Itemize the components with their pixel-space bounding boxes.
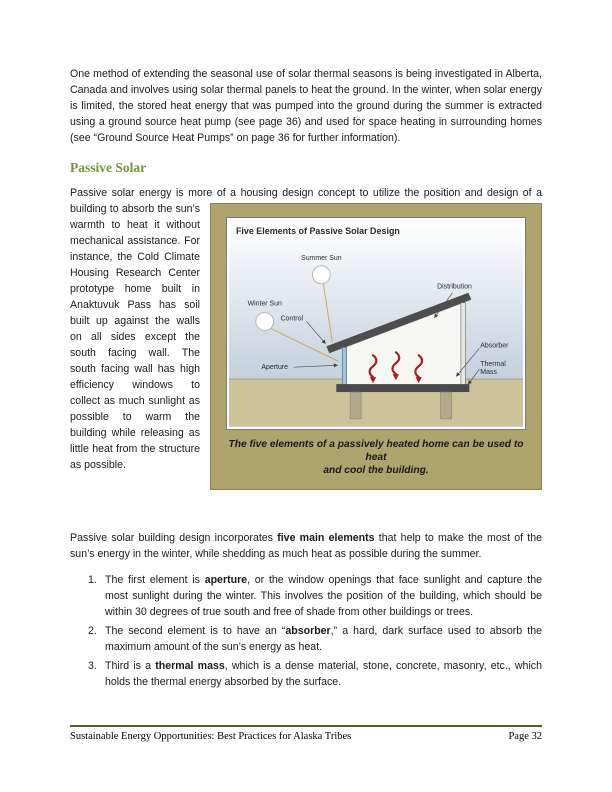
item2-bold: absorber — [285, 625, 331, 637]
diagram-title: Five Elements of Passive Solar Design — [235, 226, 400, 237]
figure-frame — [210, 203, 542, 490]
para3-bold: five main elements — [277, 532, 375, 544]
list-item-text — [105, 658, 542, 690]
item3-bold: thermal mass — [155, 660, 225, 672]
list-item-text — [105, 572, 542, 620]
para3-post: that help to make the most of the sun’s energy in the winter, while shedding as much heat as possible during the summer. — [70, 532, 543, 560]
item2-pre: The second element is to have an “ — [105, 625, 286, 637]
house-right-wall — [461, 303, 465, 385]
section-heading-passive-solar: Passive Solar — [70, 160, 147, 175]
para2-text-rest: building to absorb the sun’s warmth to heat it without mechanical assistance. For instance, the Cold Climate Housing Research Center prototype home built in Anaktuvuk Pass has soil built up against the walls on all sides except the south facing wall. The south facing wall has high efficiency windows to collect as much sunlight as possible to warm the building while releasing as little heat from the structure as possible. — [70, 203, 200, 471]
control-label: Control — [280, 315, 304, 323]
item3-pre: Third is a — [105, 660, 156, 672]
list-number: 2. — [88, 625, 97, 637]
paragraph-seasonal-storage: One method of extending the seasonal use of solar thermal seasons is being investigated in Alberta, Canada and involves using solar thermal panels to heat the ground. In the winter, when solar energy is limited, the stored heat energy that was pumped into the ground during the summer is extracted using a ground source heat pump (see page 36) and used for space heating in surrounding homes (see “Ground Source Heat Pumps” on page 36 for further information). — [70, 68, 542, 144]
item1-post: , or the window openings that face sunlight and capture the most sunlight during the winter. This involves the position of the building, which should be within 30 degrees of true south and free of shade from other buildings or trees. — [105, 574, 542, 618]
item1-bold: aperture — [204, 574, 248, 586]
winter-sun-label: Winter Sun — [247, 300, 282, 308]
winter-sun-icon — [256, 313, 274, 331]
figure-caption — [226, 438, 526, 477]
list-number: 1. — [88, 574, 97, 586]
paragraph-passive-solar — [70, 185, 542, 476]
paragraph-five-elements — [70, 530, 542, 562]
foundation-pier-left — [350, 392, 361, 419]
item1-pre: The first element is — [105, 574, 205, 586]
item3-post: , which is a dense material, stone, concrete, masonry, etc., which holds the thermal energy absorbed by the surface. — [105, 660, 542, 688]
item2-post: ,” a hard, dark surface used to absorb the maximum amount of the sun’s energy as heat. — [105, 625, 542, 653]
figure-caption-line1: The five elements of a passively heated home can be used to heat — [228, 439, 524, 463]
absorber-label: Absorber — [480, 342, 509, 350]
five-elements-diagram — [227, 218, 525, 429]
page-footer — [70, 725, 542, 742]
summer-sun-icon — [312, 266, 330, 284]
para2-text-start: Passive solar energy is more of a housing design concept to utilize the position and design of a — [70, 187, 542, 199]
foundation-pier-right — [441, 392, 452, 419]
thermal-mass-label-line2: Mass — [480, 369, 497, 377]
house-floor-slab — [336, 384, 469, 392]
list-item-absorber — [88, 623, 542, 655]
thermal-mass-label-line1: Thermal — [480, 361, 506, 369]
list-item-text — [105, 623, 542, 655]
aperture-label: Aperture — [261, 364, 288, 372]
footer-document-title: Sustainable Energy Opportunities: Best Practices for Alaska Tribes — [70, 731, 352, 742]
summer-sun-label: Summer Sun — [301, 254, 342, 262]
elements-list — [88, 572, 542, 690]
list-number: 3. — [88, 660, 97, 672]
footer-page-number: Page 32 — [508, 731, 542, 742]
passive-solar-diagram — [226, 217, 526, 430]
house-window-wall — [342, 347, 346, 385]
para3-pre: Passive solar building design incorporates — [70, 532, 278, 544]
distribution-label: Distribution — [437, 283, 472, 291]
figure-caption-line2: and cool the building. — [323, 465, 429, 476]
passive-solar-figure — [210, 203, 542, 490]
list-item-thermal-mass — [88, 658, 542, 690]
list-item-aperture — [88, 572, 542, 620]
